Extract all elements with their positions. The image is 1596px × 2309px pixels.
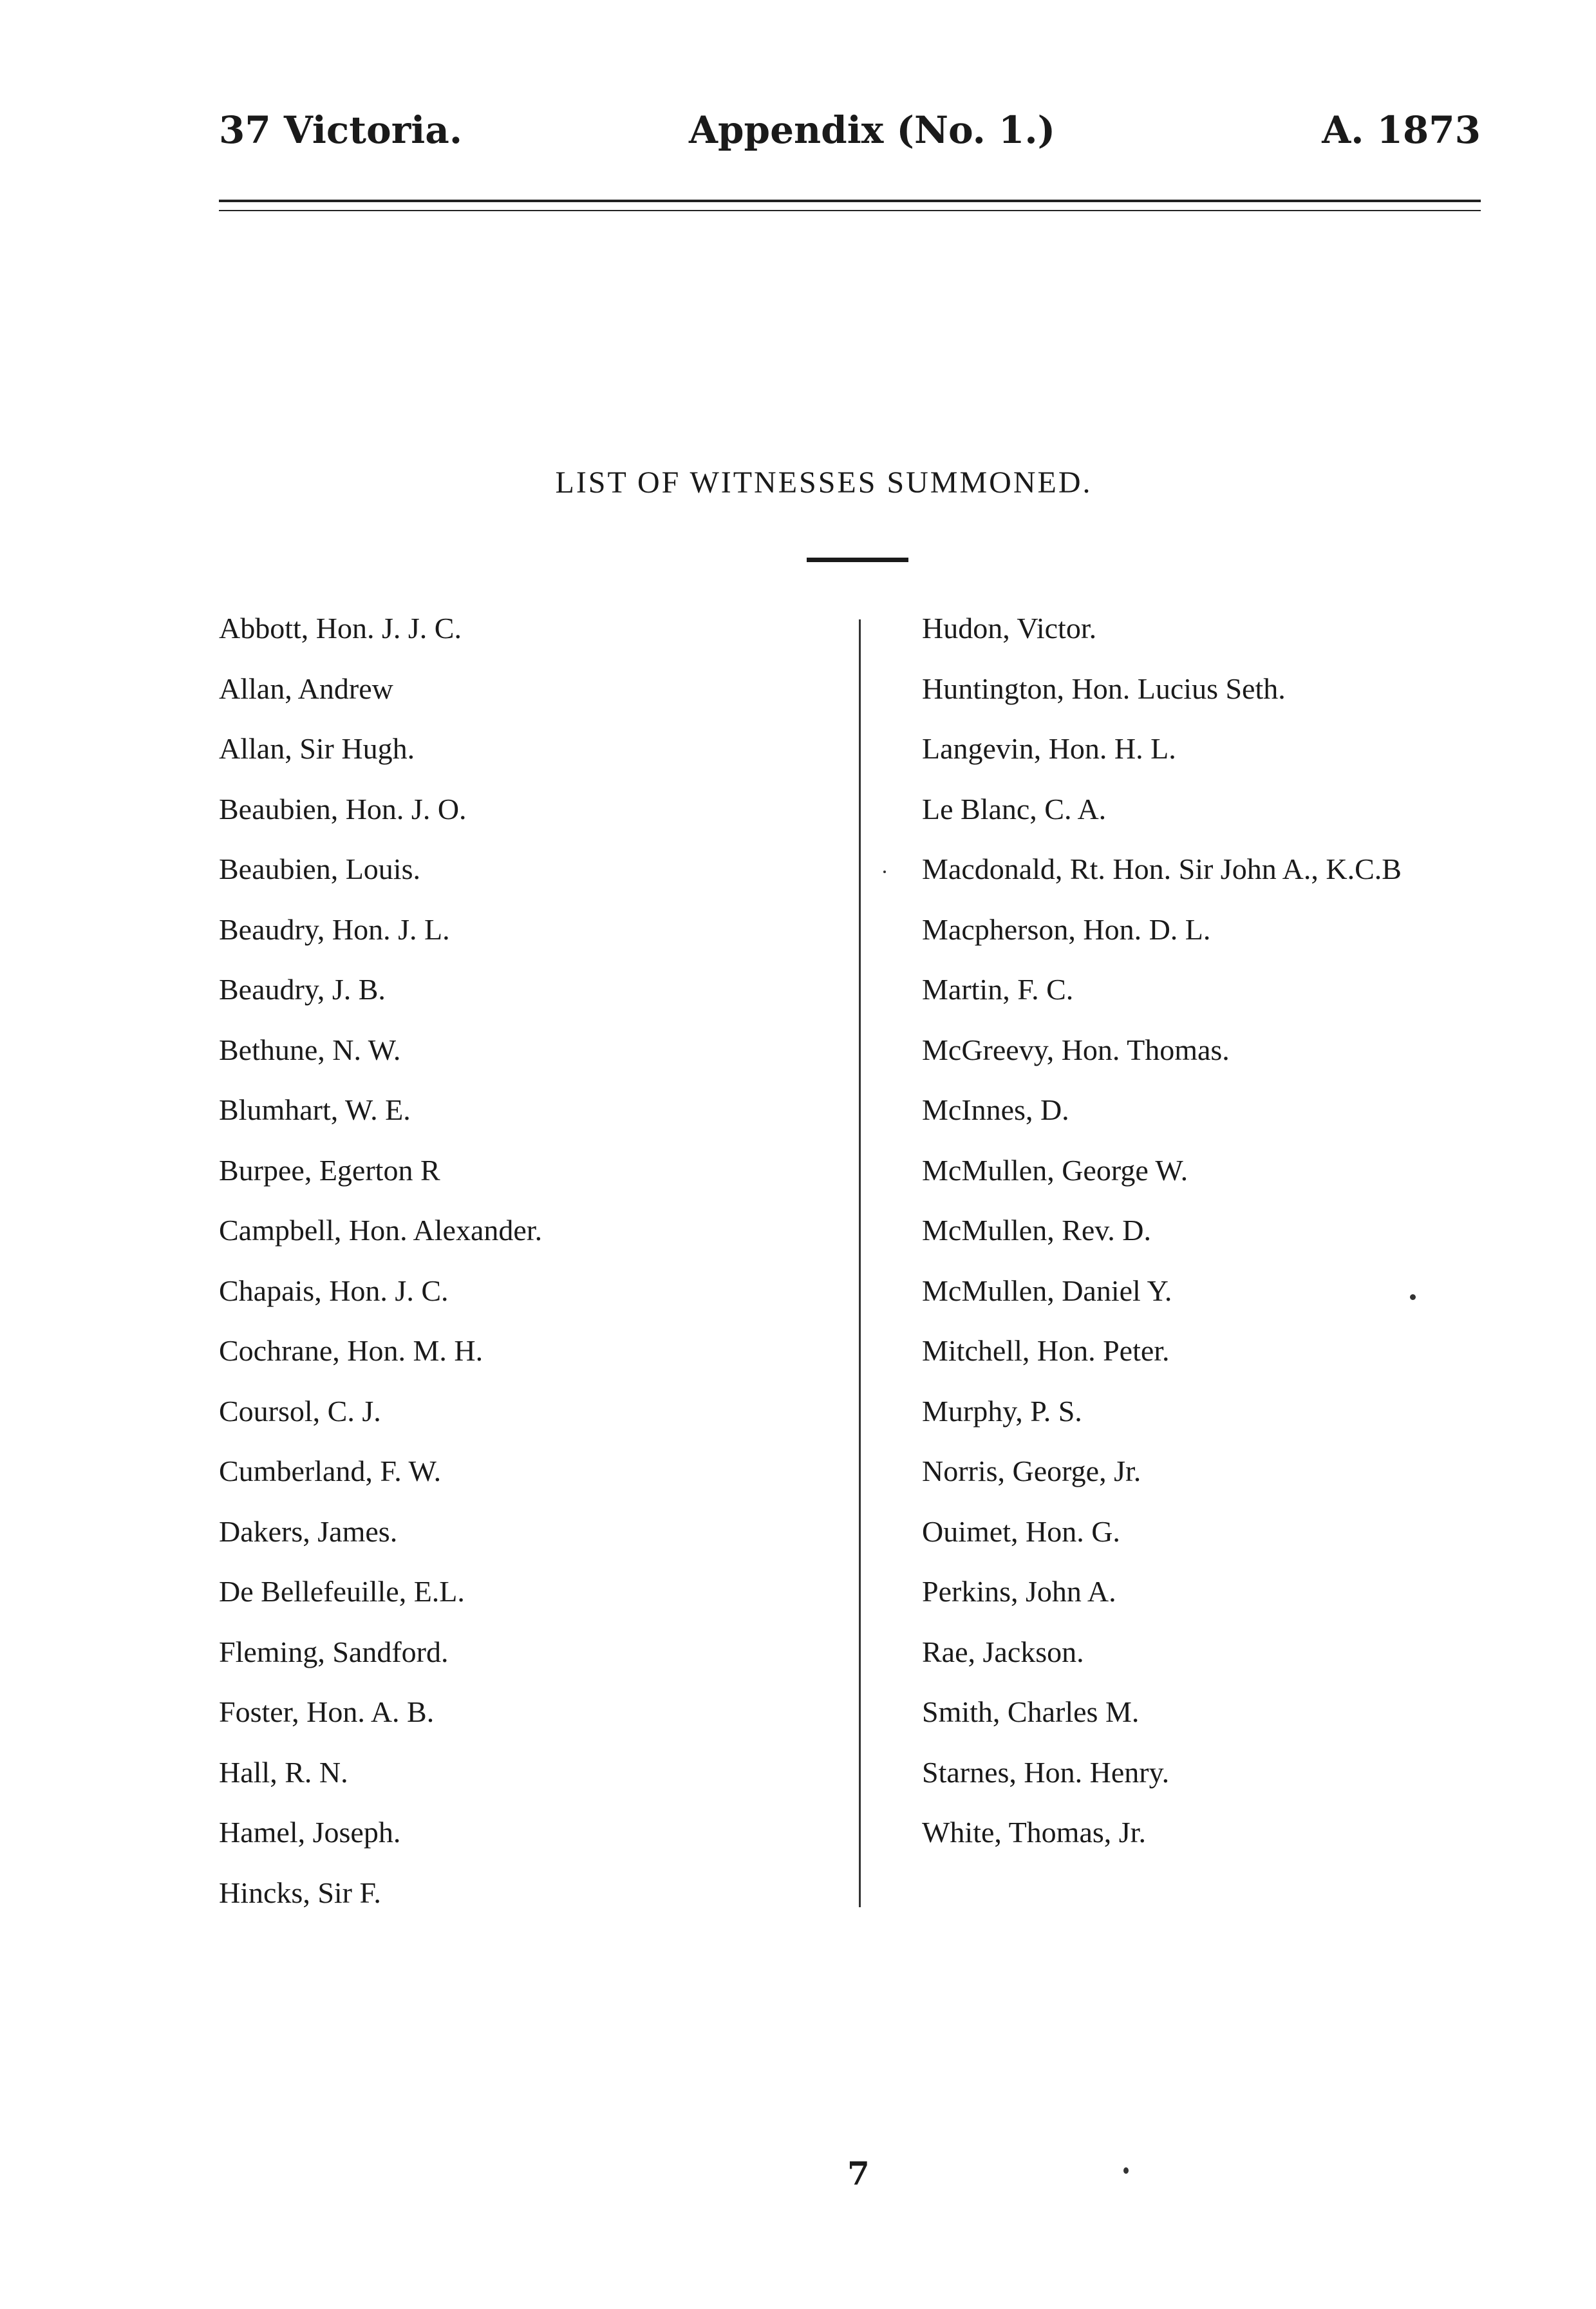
witness-name: Dakers, James.: [219, 1514, 398, 1548]
witness-name: Coursol, C. J.: [219, 1394, 381, 1428]
witness-name: Beaudry, Hon. J. L.: [219, 912, 450, 946]
witness-name: Cumberland, F. W.: [219, 1455, 442, 1487]
ink-speck: [1123, 2167, 1129, 2174]
witness-name: Chapais, Hon. J. C.: [219, 1274, 449, 1307]
witness-name: Beaubien, Louis.: [219, 853, 420, 885]
witness-name: McInnes, D.: [922, 1093, 1069, 1126]
witness-name: Starnes, Hon. Henry.: [922, 1755, 1170, 1789]
witness-name: Huntington, Hon. Lucius Seth.: [922, 672, 1286, 705]
page-number: 7: [847, 2154, 870, 2192]
header-rule-thick: [219, 200, 1481, 202]
witness-name: Allan, Sir Hugh.: [219, 732, 415, 765]
witness-name: McMullen, Rev. D.: [922, 1214, 1152, 1247]
witness-name: Norris, George, Jr.: [922, 1455, 1141, 1487]
witness-name: Le Blanc, C. A.: [922, 792, 1107, 825]
witness-name: Allan, Andrew: [219, 672, 393, 705]
witness-name: Langevin, Hon. H. L.: [922, 732, 1176, 765]
ink-speck: [1410, 1294, 1416, 1300]
header-appendix: Appendix (No. 1.): [689, 108, 1056, 152]
list-title: LIST OF WITNESSES SUMMONED.: [555, 466, 1093, 500]
witness-name: Blumhart, W. E.: [219, 1093, 411, 1126]
witness-name: Perkins, John A.: [922, 1575, 1116, 1608]
witness-name: Macdonald, Rt. Hon. Sir John A., K.C.B: [922, 853, 1402, 885]
witness-name: Burpee, Egerton R: [219, 1153, 440, 1187]
header-year: A. 1873: [1322, 108, 1481, 152]
title-underline: [807, 558, 908, 562]
witness-name: Macpherson, Hon. D. L.: [922, 912, 1211, 946]
witness-name: Beaudry, J. B.: [219, 973, 386, 1006]
witness-name: Hincks, Sir F.: [219, 1876, 381, 1909]
witness-name: Cochrane, Hon. M. H.: [219, 1334, 483, 1367]
column-divider: [859, 619, 861, 1907]
witness-list-right: [922, 604, 1402, 1869]
witness-name: Martin, F. C.: [922, 973, 1074, 1006]
witness-name: Bethune, N. W.: [219, 1033, 401, 1066]
witness-name: De Bellefeuille, E.L.: [219, 1575, 465, 1608]
witness-name: Beaubien, Hon. J. O.: [219, 792, 467, 825]
witness-name: Hamel, Joseph.: [219, 1816, 401, 1849]
witness-name: Rae, Jackson.: [922, 1635, 1084, 1668]
witness-name: Murphy, P. S.: [922, 1394, 1082, 1428]
witness-name: McGreevy, Hon. Thomas.: [922, 1033, 1230, 1066]
witness-name: Campbell, Hon. Alexander.: [219, 1214, 543, 1247]
witness-name: Hall, R. N.: [219, 1755, 348, 1789]
witness-name: Mitchell, Hon. Peter.: [922, 1334, 1170, 1367]
witness-name: McMullen, Daniel Y.: [922, 1274, 1172, 1307]
witness-name: White, Thomas, Jr.: [922, 1816, 1146, 1849]
witness-name: Ouimet, Hon. G.: [922, 1514, 1120, 1548]
witness-name: McMullen, George W.: [922, 1153, 1188, 1187]
witness-name: Fleming, Sandford.: [219, 1635, 449, 1668]
running-header: [219, 108, 1481, 166]
witness-name: Abbott, Hon. J. J. C.: [219, 612, 462, 645]
header-session: 37 Victoria.: [219, 108, 463, 152]
ink-speck: [883, 871, 886, 873]
witness-name: Foster, Hon. A. B.: [219, 1695, 435, 1728]
header-rule-thin: [219, 210, 1481, 211]
witness-name: Smith, Charles M.: [922, 1695, 1140, 1728]
witness-list-left: [219, 604, 542, 1928]
witness-name: Hudon, Victor.: [922, 612, 1097, 645]
